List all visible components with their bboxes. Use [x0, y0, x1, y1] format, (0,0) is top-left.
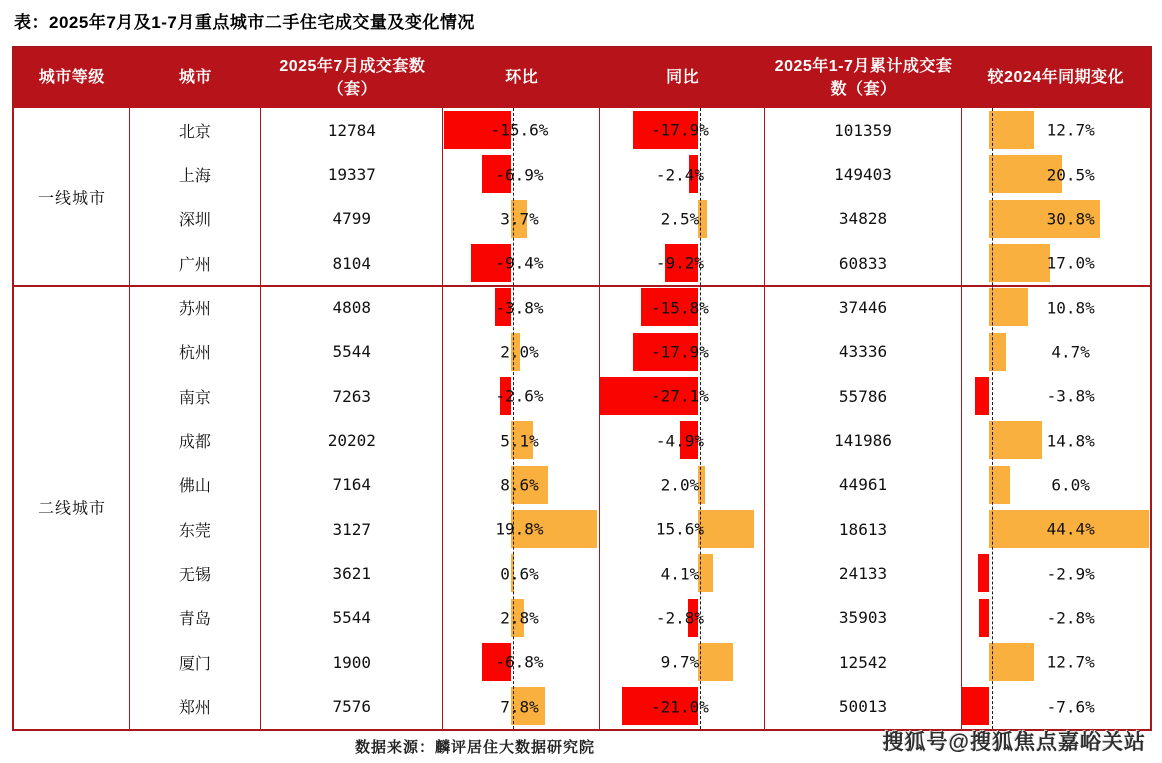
vs2024-value-label: 30.8%	[1046, 209, 1095, 229]
mom-value-label: 3.7%	[500, 209, 539, 229]
cumulative-units-value: 24133	[765, 551, 961, 595]
city-name: 郑州	[130, 684, 262, 728]
table-body	[14, 108, 1150, 729]
yoy-value-label: -2.8%	[655, 608, 705, 628]
data-source-note: 数据来源：麟评居住大数据研究院	[354, 739, 595, 756]
table-row	[14, 463, 1150, 507]
mom-bar-cell	[443, 418, 599, 462]
mom-value-label: 7.8%	[500, 697, 539, 717]
vs2024-bar	[989, 288, 1028, 326]
tier-group-divider	[14, 285, 1150, 287]
table-row	[14, 551, 1150, 595]
mom-bar-cell	[443, 330, 599, 374]
vs2024-value-label: 6.0%	[1051, 475, 1090, 495]
july-units-value: 20202	[261, 418, 443, 462]
sohu-watermark: 搜狐号@搜狐焦点嘉峪关站	[882, 731, 1146, 754]
table-row	[14, 684, 1150, 728]
city-name: 厦门	[130, 640, 262, 684]
yoy-bar-cell	[600, 596, 765, 640]
vs2024-bar	[962, 687, 989, 725]
yoy-bar-cell	[600, 285, 765, 329]
vs2024-value-label: 4.7%	[1051, 342, 1090, 362]
cumulative-units-value: 101359	[765, 108, 961, 152]
mom-bar-cell	[443, 684, 599, 728]
mom-bar-cell	[443, 507, 599, 551]
july-units-value: 3127	[261, 507, 443, 551]
mom-bar-cell	[443, 463, 599, 507]
vs2024-bar	[989, 421, 1042, 459]
yoy-bar-cell	[600, 197, 765, 241]
yoy-value-label: -4.9%	[655, 431, 705, 451]
yoy-value-label: -21.0%	[651, 697, 709, 717]
yoy-value-label: 9.7%	[660, 652, 700, 672]
july-units-value: 8104	[261, 241, 443, 285]
yoy-value-label: -9.2%	[655, 253, 705, 273]
vs2024-bar-cell	[962, 596, 1150, 640]
vs2024-zero-axis	[992, 108, 993, 729]
july-units-value: 4799	[261, 197, 443, 241]
mom-value-label: -2.6%	[495, 386, 544, 406]
mom-bar-cell	[443, 374, 599, 418]
city-name: 苏州	[130, 285, 262, 329]
mom-value-label: -15.6%	[490, 120, 549, 140]
city-name: 广州	[130, 241, 262, 285]
mom-bar-cell	[443, 108, 599, 152]
vs2024-bar-cell	[962, 418, 1150, 462]
mom-bar-cell	[443, 152, 599, 196]
city-tier-cell	[14, 596, 130, 640]
mom-value-label: -9.4%	[495, 253, 544, 273]
vs2024-value-label: 10.8%	[1046, 298, 1095, 318]
vs2024-value-label: -7.6%	[1046, 697, 1095, 717]
cumulative-units-value: 141986	[765, 418, 961, 462]
mom-zero-axis	[513, 108, 514, 729]
city-name: 北京	[130, 108, 262, 152]
yoy-bar-cell	[600, 241, 765, 285]
table-row	[14, 330, 1150, 374]
city-name: 佛山	[130, 463, 262, 507]
yoy-value-label: 2.0%	[660, 475, 700, 495]
vs2024-bar-cell	[962, 152, 1150, 196]
vs2024-bar-cell	[962, 640, 1150, 684]
yoy-zero-axis	[700, 108, 701, 729]
table-row	[14, 640, 1150, 684]
july-units-value: 7263	[261, 374, 443, 418]
vs2024-value-label: 20.5%	[1046, 165, 1095, 185]
vs2024-bar-cell	[962, 241, 1150, 285]
city-tier-cell	[14, 418, 130, 462]
city-tier-cell	[14, 285, 130, 329]
mom-value-label: -6.8%	[495, 652, 544, 672]
vs2024-bar	[979, 599, 989, 637]
july-units-value: 12784	[261, 108, 443, 152]
july-units-value: 19337	[261, 152, 443, 196]
table-row	[14, 596, 1150, 640]
vs2024-bar-cell	[962, 374, 1150, 418]
header-city-tier: 城市等级	[38, 69, 105, 87]
yoy-bar-cell	[600, 551, 765, 595]
yoy-bar-cell	[600, 463, 765, 507]
yoy-value-label: 15.6%	[655, 519, 705, 539]
vs2024-value-label: 44.4%	[1046, 519, 1095, 539]
city-name: 上海	[130, 152, 262, 196]
city-name: 深圳	[130, 197, 262, 241]
vs2024-bar-cell	[962, 551, 1150, 595]
city-name: 成都	[130, 418, 262, 462]
vs2024-bar-cell	[962, 684, 1150, 728]
yoy-bar-cell	[600, 507, 765, 551]
header-mom: 环比	[505, 69, 539, 87]
mom-bar-cell	[443, 241, 599, 285]
july-units-value: 3621	[261, 551, 443, 595]
city-name: 南京	[130, 374, 262, 418]
yoy-value-label: -17.9%	[651, 120, 709, 140]
vs2024-value-label: 12.7%	[1046, 652, 1095, 672]
city-tier-cell	[14, 640, 130, 684]
july-units-value: 1900	[261, 640, 443, 684]
yoy-value-label: -15.8%	[651, 298, 709, 318]
header-row	[14, 48, 1150, 108]
cumulative-units-value: 34828	[765, 197, 961, 241]
vs2024-value-label: -2.9%	[1046, 564, 1095, 584]
vs2024-bar-cell	[962, 108, 1150, 152]
cumulative-units-value: 18613	[765, 507, 961, 551]
july-units-value: 4808	[261, 285, 443, 329]
city-name: 东莞	[130, 507, 262, 551]
table-title: 表：2025年7月及1-7月重点城市二手住宅成交量及变化情况	[14, 13, 475, 32]
mom-bar-cell	[443, 596, 599, 640]
city-tier-cell	[14, 330, 130, 374]
housing-data-table	[12, 46, 1152, 731]
city-tier-cell	[14, 374, 130, 418]
vs2024-bar	[975, 377, 989, 415]
tier-group-label: 二线城市	[37, 500, 106, 518]
city-tier-cell	[14, 108, 130, 152]
table-row	[14, 152, 1150, 196]
vs2024-value-label: -2.8%	[1046, 608, 1095, 628]
yoy-bar-cell	[600, 374, 765, 418]
vs2024-bar-cell	[962, 197, 1150, 241]
cumulative-units-value: 50013	[765, 684, 961, 728]
vs2024-value-label: 12.7%	[1046, 120, 1095, 140]
mom-value-label: 2.0%	[500, 342, 539, 362]
yoy-bar-cell	[600, 108, 765, 152]
vs2024-value-label: 14.8%	[1046, 431, 1095, 451]
table-row	[14, 197, 1150, 241]
table-row	[14, 374, 1150, 418]
vs2024-bar	[989, 111, 1035, 149]
vs2024-bar	[989, 244, 1050, 282]
mom-bar-cell	[443, 640, 599, 684]
city-tier-cell	[14, 241, 130, 285]
city-tier-cell	[14, 551, 130, 595]
mom-value-label: -3.8%	[495, 298, 544, 318]
mom-bar-cell	[443, 197, 599, 241]
header-cumulative-units: 2025年1-7月累计成交套数（套）	[774, 57, 953, 98]
cumulative-units-value: 44961	[765, 463, 961, 507]
header-yoy: 同比	[666, 69, 700, 87]
cumulative-units-value: 12542	[765, 640, 961, 684]
mom-value-label: 0.6%	[500, 564, 539, 584]
yoy-value-label: -17.9%	[651, 342, 709, 362]
mom-bar-cell	[443, 551, 599, 595]
vs2024-bar-cell	[962, 285, 1150, 329]
yoy-bar-cell	[600, 330, 765, 374]
tier-group-label: 一线城市	[37, 190, 106, 208]
table-row	[14, 285, 1150, 329]
july-units-value: 5544	[261, 330, 443, 374]
vs2024-value-label: 17.0%	[1046, 253, 1095, 273]
yoy-bar	[698, 643, 733, 681]
yoy-bar	[698, 510, 754, 548]
yoy-bar-cell	[600, 418, 765, 462]
cumulative-units-value: 60833	[765, 241, 961, 285]
mom-value-label: 19.8%	[495, 519, 544, 539]
vs2024-bar-cell	[962, 330, 1150, 374]
city-tier-cell	[14, 684, 130, 728]
yoy-value-label: -27.1%	[651, 386, 709, 406]
header-city: 城市	[178, 69, 212, 87]
mom-value-label: 5.1%	[500, 431, 539, 451]
yoy-value-label: 4.1%	[660, 564, 700, 584]
cumulative-units-value: 55786	[765, 374, 961, 418]
header-vs-2024: 较2024年同期变化	[987, 69, 1125, 87]
vs2024-bar	[989, 643, 1035, 681]
cumulative-units-value: 149403	[765, 152, 961, 196]
table-row	[14, 108, 1150, 152]
vs2024-value-label: -3.8%	[1046, 386, 1095, 406]
yoy-bar-cell	[600, 640, 765, 684]
vs2024-bar-cell	[962, 507, 1150, 551]
july-units-value: 7164	[261, 463, 443, 507]
mom-value-label: -6.9%	[495, 165, 544, 185]
yoy-value-label: 2.5%	[660, 209, 700, 229]
city-name: 无锡	[130, 551, 262, 595]
yoy-bar-cell	[600, 684, 765, 728]
table-row	[14, 241, 1150, 285]
header-july-units: 2025年7月成交套数（套）	[279, 57, 426, 98]
yoy-bar-cell	[600, 152, 765, 196]
cumulative-units-value: 37446	[765, 285, 961, 329]
mom-value-label: 8.6%	[500, 475, 539, 495]
july-units-value: 7576	[261, 684, 443, 728]
cumulative-units-value: 43336	[765, 330, 961, 374]
table-row	[14, 418, 1150, 462]
cumulative-units-value: 35903	[765, 596, 961, 640]
july-units-value: 5544	[261, 596, 443, 640]
table-row	[14, 507, 1150, 551]
yoy-value-label: -2.4%	[655, 165, 705, 185]
mom-value-label: 2.8%	[500, 608, 539, 628]
vs2024-bar	[978, 554, 988, 592]
city-name: 青岛	[130, 596, 262, 640]
vs2024-bar-cell	[962, 463, 1150, 507]
mom-bar-cell	[443, 285, 599, 329]
city-name: 杭州	[130, 330, 262, 374]
